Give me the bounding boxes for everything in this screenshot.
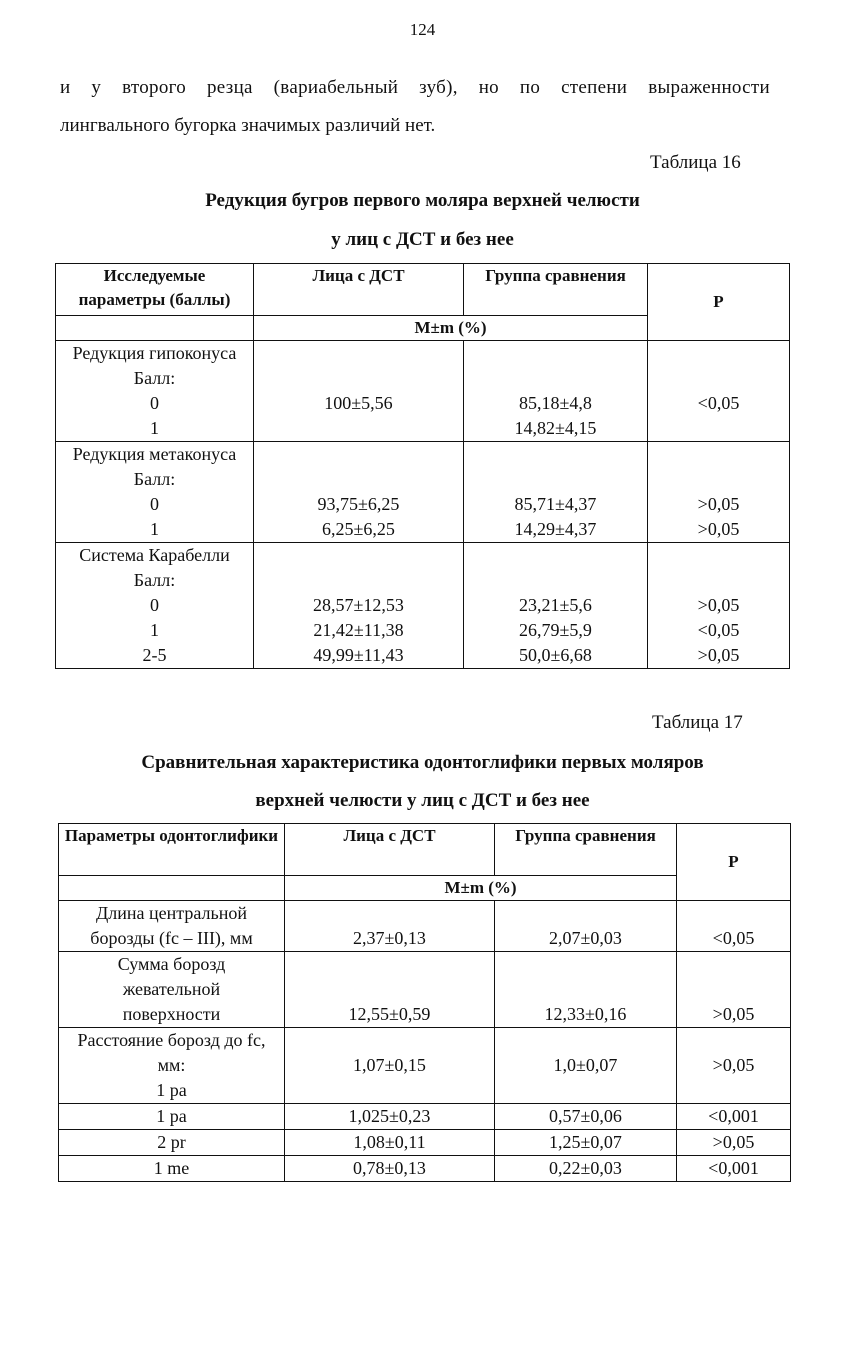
comparison-cell: [495, 901, 677, 952]
p-value-cell: [677, 1104, 791, 1130]
p-value: <0,05: [712, 928, 755, 948]
table-17: [58, 823, 791, 1182]
dst-value: 21,42±11,38: [313, 620, 404, 640]
score-value: 1: [150, 519, 159, 539]
p-value-cell: [648, 543, 790, 669]
parameter-cell: [59, 1156, 285, 1182]
score-value: 0: [150, 494, 159, 514]
p-value: <0,05: [697, 620, 740, 640]
dst-cell: [285, 1156, 495, 1182]
comparison-value: 0,22±0,03: [549, 1158, 622, 1178]
table-16: [55, 263, 790, 669]
p-value: >0,05: [697, 595, 740, 615]
p-value: >0,05: [712, 1132, 755, 1152]
comparison-value: 14,29±4,37: [514, 519, 597, 539]
p-value: <0,001: [708, 1106, 759, 1126]
dst-value: 1,025±0,23: [348, 1106, 431, 1126]
parameter-line: Расстояние борозд до fc,: [77, 1030, 266, 1050]
table-row: [59, 1028, 791, 1104]
p-value-cell: [648, 341, 790, 442]
parameter-line: борозды (fc – III), мм: [90, 928, 253, 948]
table-16-header-p: P: [648, 264, 790, 341]
dst-value: 93,75±6,25: [317, 494, 400, 514]
table-16-header-dst: Лица с ДСТ: [254, 264, 464, 316]
table-row: [56, 341, 790, 442]
dst-cell: [285, 952, 495, 1028]
table-row: [56, 543, 790, 669]
p-value: >0,05: [697, 645, 740, 665]
parameter-cell: [59, 901, 285, 952]
comparison-value: 23,21±5,6: [519, 595, 592, 615]
comparison-value: 0,57±0,06: [549, 1106, 622, 1126]
table-row: [59, 1130, 791, 1156]
table-17-title-line-1: Сравнительная характеристика одонтоглифики первых моляров: [141, 752, 704, 773]
score-value: 0: [150, 393, 159, 413]
table-row: [59, 1156, 791, 1182]
p-value-cell: [648, 442, 790, 543]
table-16-title-line-2: у лиц с ДСТ и без нее: [331, 229, 514, 250]
table-16-title-line-1: Редукция бугров первого моляра верхней челюсти: [205, 190, 640, 211]
comparison-cell: [464, 543, 648, 669]
group-name: Система Карабелли: [79, 545, 230, 565]
score-value: 2-5: [142, 645, 167, 665]
score-label: Балл:: [133, 368, 176, 388]
dst-value: 1,07±0,15: [353, 1055, 426, 1075]
p-value-cell: [677, 901, 791, 952]
p-value-cell: [677, 1156, 791, 1182]
p-value: >0,05: [712, 1004, 755, 1024]
parameter-line: жевательной: [122, 979, 221, 999]
dst-value: 100±5,56: [324, 393, 393, 413]
table-17-header-param: Параметры одонтоглифики: [59, 824, 285, 876]
table-row: [59, 901, 791, 952]
comparison-value: 2,07±0,03: [549, 928, 622, 948]
table-16-header-param: Исследуемые параметры (баллы): [56, 264, 254, 316]
dst-value: 1,08±0,11: [353, 1132, 426, 1152]
table-16-header-mm: M±m (%): [254, 316, 648, 341]
dst-cell: [285, 901, 495, 952]
table-17-header-dst: Лица с ДСТ: [285, 824, 495, 876]
dst-value: [258, 416, 459, 441]
dst-cell: [285, 1028, 495, 1104]
comparison-cell: [495, 952, 677, 1028]
p-value: >0,05: [712, 1055, 755, 1075]
group-label-cell: [56, 442, 254, 543]
comparison-value: 1,0±0,07: [553, 1055, 618, 1075]
p-value-cell: [677, 1130, 791, 1156]
p-value: <0,05: [697, 393, 740, 413]
dst-cell: [254, 442, 464, 543]
dst-value: 28,57±12,53: [313, 595, 404, 615]
parameter-line: 1 me: [153, 1158, 190, 1178]
score-value: 1: [150, 620, 159, 640]
p-value: >0,05: [697, 494, 740, 514]
table-17-header-p: P: [677, 824, 791, 901]
score-value: 0: [150, 595, 159, 615]
dst-cell: [285, 1104, 495, 1130]
table-16-header-cmp: Группа сравнения: [464, 264, 648, 316]
parameter-cell: [59, 1130, 285, 1156]
p-value-cell: [677, 952, 791, 1028]
parameter-cell: [59, 1028, 285, 1104]
parameter-line: Длина центральной: [96, 903, 247, 923]
comparison-cell: [495, 1156, 677, 1182]
score-value: 1: [150, 418, 159, 438]
table-17-header-mm: M±m (%): [285, 876, 677, 901]
dst-value: 0,78±0,13: [353, 1158, 426, 1178]
score-label: Балл:: [133, 570, 176, 590]
comparison-cell: [464, 442, 648, 543]
comparison-value: 85,71±4,37: [514, 494, 597, 514]
p-value: >0,05: [697, 519, 740, 539]
page-number: 124: [409, 20, 436, 39]
comparison-cell: [495, 1104, 677, 1130]
dst-cell: [254, 341, 464, 442]
table-16-label: Таблица 16: [650, 152, 741, 173]
score-label: Балл:: [133, 469, 176, 489]
group-name: Редукция гипоконуса: [72, 343, 237, 363]
table-row: [59, 952, 791, 1028]
parameter-line: 1 pa: [156, 1080, 187, 1100]
dst-value: 49,99±11,43: [313, 645, 404, 665]
dst-value: 12,55±0,59: [348, 1004, 431, 1024]
comparison-cell: [495, 1028, 677, 1104]
comparison-value: 85,18±4,8: [519, 393, 592, 413]
parameter-line: мм:: [157, 1055, 186, 1075]
table-17-header-cmp: Группа сравнения: [495, 824, 677, 876]
paragraph-line-2: лингвального бугорка значимых различий нет.: [60, 115, 436, 136]
comparison-value: 26,79±5,9: [519, 620, 592, 640]
table-17-title-line-2: верхней челюсти у лиц с ДСТ и без нее: [255, 790, 590, 811]
group-name: Редукция метаконуса: [72, 444, 237, 464]
comparison-value: 1,25±0,07: [549, 1132, 622, 1152]
paragraph-line-1: и у второго резца (вариабельный зуб), но по степени выраженности: [60, 77, 770, 98]
group-label-cell: [56, 341, 254, 442]
comparison-cell: [495, 1130, 677, 1156]
dst-cell: [285, 1130, 495, 1156]
dst-value: 6,25±6,25: [322, 519, 395, 539]
group-label-cell: [56, 543, 254, 669]
parameter-cell: [59, 1104, 285, 1130]
dst-cell: [254, 543, 464, 669]
table-17-label: Таблица 17: [652, 712, 743, 733]
p-value: [652, 416, 785, 441]
comparison-value: 50,0±6,68: [519, 645, 592, 665]
p-value: <0,001: [708, 1158, 759, 1178]
parameter-line: 2 pr: [157, 1132, 186, 1152]
comparison-value: 14,82±4,15: [514, 418, 597, 438]
parameter-line: 1 pa: [156, 1106, 187, 1126]
table-row: [59, 1104, 791, 1130]
body-paragraph: [60, 78, 770, 135]
p-value-cell: [677, 1028, 791, 1104]
table-row: [56, 442, 790, 543]
comparison-cell: [464, 341, 648, 442]
dst-value: 2,37±0,13: [353, 928, 426, 948]
parameter-line: поверхности: [122, 1004, 221, 1024]
parameter-cell: [59, 952, 285, 1028]
comparison-value: 12,33±0,16: [544, 1004, 627, 1024]
parameter-line: Сумма борозд: [117, 954, 226, 974]
